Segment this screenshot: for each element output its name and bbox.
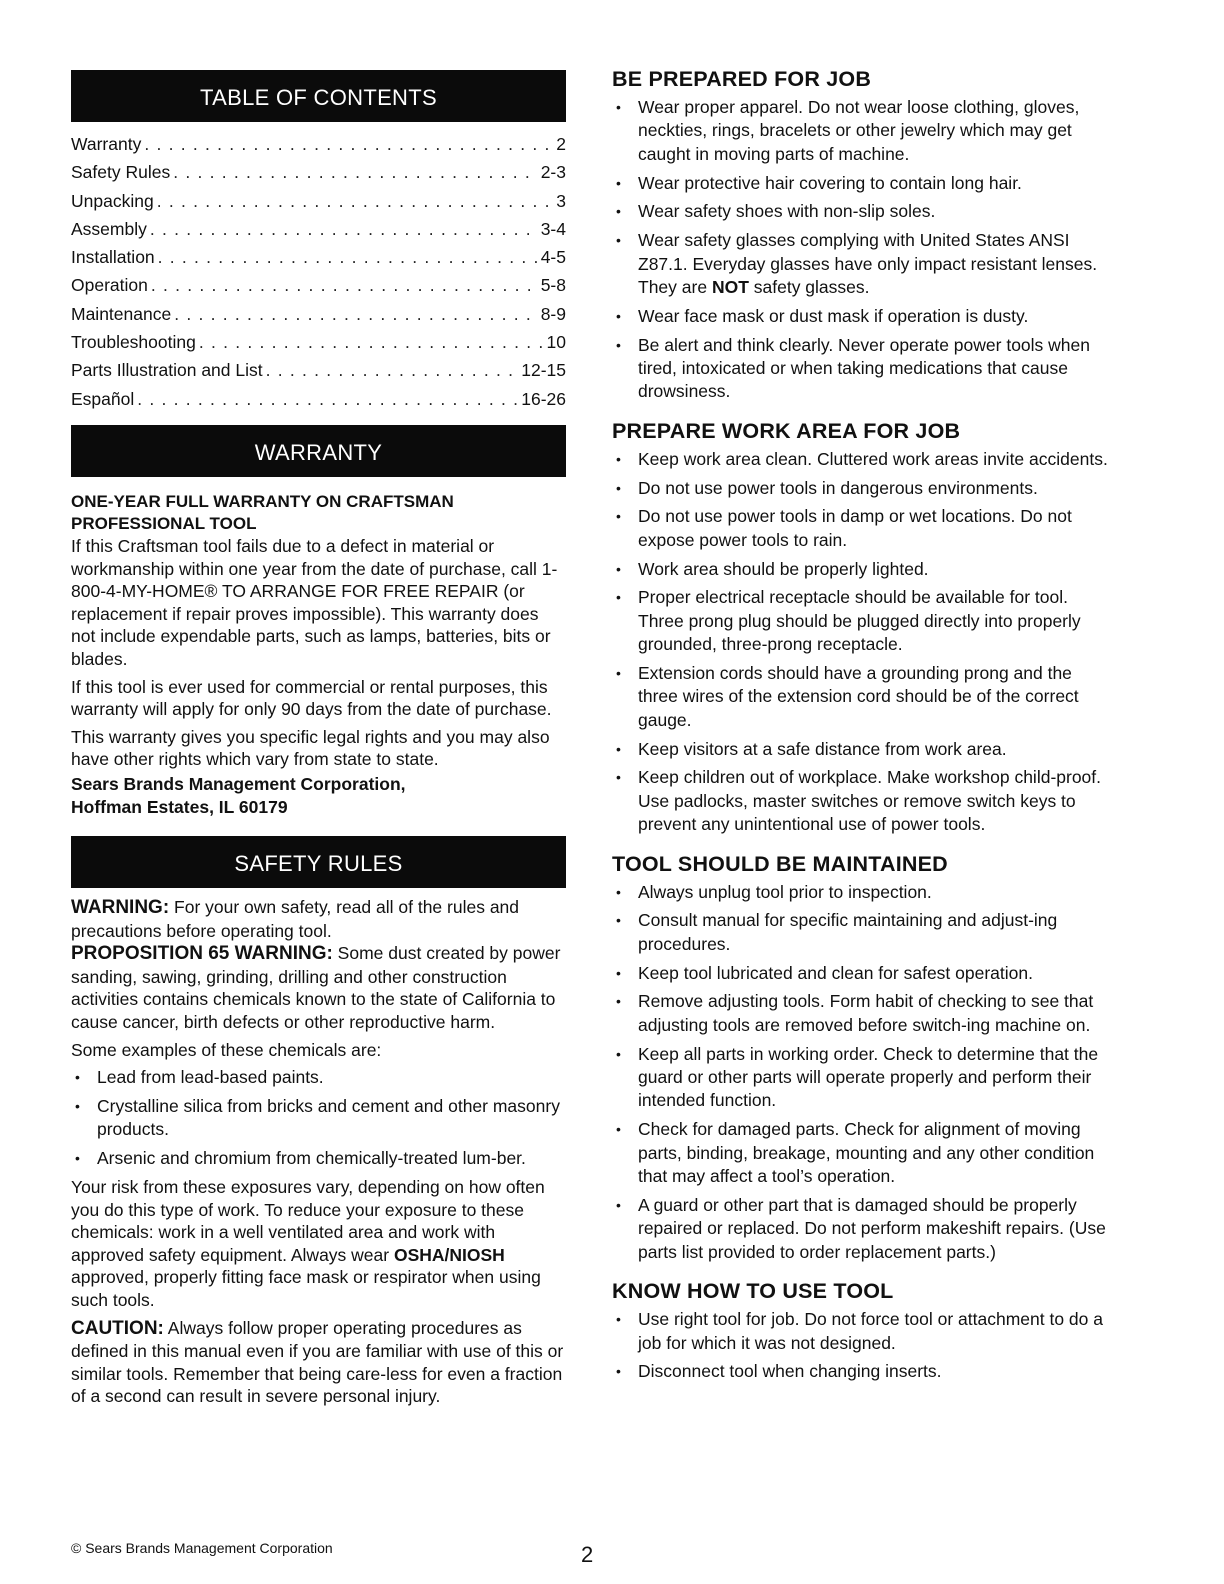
- toc-item[interactable]: [71, 215, 566, 243]
- toc-item-page: 3: [556, 190, 566, 211]
- caution-paragraph: [71, 1317, 566, 1408]
- work-area-list: [612, 448, 1112, 837]
- warranty-paragraph: If this Craftsman tool fails due to a defect in material or workmanship within one year from the date of purchase, call 1-800-4-MY-HOME® TO ARRANGE FOR FREE REPAIR (or replacement if repair proves impossible). This warranty does not include expendable parts, such as lamps, batteries, bits or blades.: [71, 535, 558, 669]
- toc-leader: [173, 158, 537, 186]
- toc-item-label: Maintenance: [71, 303, 172, 324]
- toc-item[interactable]: [71, 385, 566, 413]
- toc-item-label: Operation: [71, 275, 148, 296]
- left-column: [71, 70, 566, 1413]
- toc-leader: [174, 300, 537, 328]
- list-item: • Keep children out of workplace. Make workshop child-proof. Use padlocks, master switches or remove switch keys to prevent any unintentional use of power tools.: [612, 766, 1112, 836]
- glasses-not: NOT: [711, 277, 749, 298]
- warranty-paragraph: This warranty gives you specific legal rights and you may also have other rights which vary from state to state.: [71, 726, 550, 770]
- warranty-paragraph: If this tool is ever used for commercial or rental purposes, this warranty will apply for only 90 days from the date of purchase.: [71, 676, 552, 720]
- list-item: • Be alert and think clearly. Never operate power tools when tired, intoxicated or when taking medications that cause drowsiness.: [612, 334, 1112, 404]
- be-prepared-list: [612, 96, 1112, 404]
- list-item: • A guard or other part that is damaged should be properly repaired or replaced. Do not perform makeshift repairs. (Use parts list provided to order replacement parts.): [612, 1194, 1112, 1264]
- toc-item-label: Troubleshooting: [71, 332, 196, 353]
- toc-item-page: 2-3: [540, 162, 566, 183]
- examples-intro: Some examples of these chemicals are:: [71, 1039, 382, 1060]
- list-item: • Do not use power tools in dangerous environments.: [612, 477, 1112, 500]
- toc-item[interactable]: [71, 328, 566, 356]
- warning-label: WARNING:: [71, 897, 170, 919]
- copyright-footer: © Sears Brands Management Corporation: [71, 1540, 333, 1556]
- toc-item-page: 5-8: [540, 275, 566, 296]
- toc-item-page: 16-26: [521, 388, 566, 409]
- page-number: 2: [581, 1542, 594, 1567]
- risk-text-end: approved, properly fitting face mask or respirator when using such tools.: [71, 1267, 541, 1311]
- risk-paragraph: [71, 1176, 566, 1312]
- toc-leader: [144, 130, 553, 158]
- toc-leader: [151, 271, 538, 299]
- prop65-label: PROPOSITION 65 WARNING:: [71, 943, 333, 965]
- toc-item-page: 3-4: [540, 218, 566, 239]
- list-item: • Keep visitors at a safe distance from work area.: [612, 738, 1112, 761]
- list-item: • Lead from lead-based paints.: [71, 1066, 566, 1089]
- toc-leader: [266, 356, 519, 384]
- toc-item[interactable]: [71, 187, 566, 215]
- section-heading-work-area: PREPARE WORK AREA FOR JOB: [612, 418, 961, 443]
- toc-item[interactable]: [71, 158, 566, 186]
- list-item: • Consult manual for specific maintaining and adjust-ing procedures.: [612, 909, 1112, 956]
- toc-item[interactable]: [71, 130, 566, 158]
- toc-leader: [150, 215, 538, 243]
- warranty-subheading: ONE-YEAR FULL WARRANTY ON CRAFTSMAN PROFESSIONAL TOOL: [71, 491, 454, 533]
- list-item: • Wear safety shoes with non-slip soles.: [612, 200, 1112, 223]
- toc-item-page: 12-15: [521, 360, 566, 381]
- know-how-list: [612, 1308, 1112, 1384]
- list-item: • Arsenic and chromium from chemically-treated lum-ber.: [71, 1147, 566, 1170]
- toc-item-label: Safety Rules: [71, 162, 171, 183]
- toc-leader: [157, 187, 554, 215]
- list-item: • Crystalline silica from bricks and cement and other masonry products.: [71, 1095, 566, 1142]
- caution-text: Always follow proper operating procedures as defined in this manual even if you are familiar with use of this or similar tools. Remember that being care-less for even a fraction of a second can result in severe personal injury.: [71, 1317, 564, 1407]
- glasses-text: Wear safety glasses complying with United States ANSI Z87.1. Everyday glasses have only impact resistant lenses. They are: [638, 230, 1098, 298]
- section-heading-know-how: KNOW HOW TO USE TOOL: [612, 1279, 894, 1304]
- caution-label: CAUTION:: [71, 1317, 164, 1339]
- list-item: • Proper electrical receptacle should be available for tool. Three prong plug should be plugged directly into properly grounded, three-prong receptacle.: [612, 586, 1112, 656]
- toc-item[interactable]: [71, 300, 566, 328]
- list-item: • Keep work area clean. Cluttered work areas invite accidents.: [612, 448, 1112, 471]
- toc-item[interactable]: [71, 356, 566, 384]
- list-item: • Wear proper apparel. Do not wear loose clothing, gloves, neckties, rings, bracelets or other jewelry which may get caught in moving parts of machine.: [612, 96, 1112, 166]
- list-item: • Wear protective hair covering to contain long hair.: [612, 172, 1112, 195]
- toc-item-page: 4-5: [540, 247, 566, 268]
- right-column: [612, 66, 1112, 1389]
- list-item: • Work area should be properly lighted.: [612, 558, 1112, 581]
- toc-item-label: Español: [71, 388, 135, 409]
- list-item: • Check for damaged parts. Check for alignment of moving parts, binding, breakage, mounting and any other condition that may affect a tool’s operation.: [612, 1118, 1112, 1188]
- section-heading-be-prepared: BE PREPARED FOR JOB: [612, 67, 872, 91]
- safety-banner: SAFETY RULES: [71, 836, 566, 888]
- prop65-paragraph: [71, 942, 566, 1033]
- list-item: • Keep all parts in working order. Check to determine that the guard or other parts will operate properly and perform their intended function.: [612, 1043, 1112, 1113]
- list-item: • Use right tool for job. Do not force tool or attachment to do a job for which it was not designed.: [612, 1308, 1112, 1355]
- osha-niosh: OSHA/NIOSH: [393, 1244, 505, 1265]
- risk-text: Your risk from these exposures vary, depending on how often you do this type of work. To reduce your exposure to these chemicals: work in a well ventilated area and work with approved safety equipment. Always wear: [71, 1177, 545, 1265]
- warranty-banner: WARRANTY: [71, 425, 566, 477]
- toc-item-page: 2: [556, 134, 566, 154]
- toc-item-label: Installation: [71, 247, 155, 268]
- toc-leader: [137, 385, 518, 413]
- toc-item-label: Parts Illustration and List: [71, 360, 263, 381]
- company-name: Sears Brands Management Corporation,: [71, 773, 406, 794]
- list-item: • Remove adjusting tools. Form habit of checking to see that adjusting tools are removed before switch-ing machine on.: [612, 990, 1112, 1037]
- toc-item-page: 10: [546, 332, 566, 353]
- toc-item-label: Assembly: [71, 218, 147, 239]
- glasses-text-end: safety glasses.: [748, 277, 870, 298]
- list-item: • Do not use power tools in damp or wet locations. Do not expose power tools to rain.: [612, 505, 1112, 552]
- list-item: • Wear face mask or dust mask if operation is dusty.: [612, 305, 1112, 328]
- company-address: Hoffman Estates, IL 60179: [71, 796, 288, 817]
- warning-text: For your own safety, read all of the rules and precautions before operating tool.: [71, 897, 520, 941]
- list-item: • Disconnect tool when changing inserts.: [612, 1360, 1112, 1383]
- toc-item-label: Warranty: [71, 134, 142, 154]
- list-item: • Extension cords should have a grounding prong and the three wires of the extension cord should be of the correct gauge.: [612, 662, 1112, 732]
- toc-item[interactable]: [71, 271, 566, 299]
- prop65-text: Some dust created by power sanding, sawing, grinding, drilling and other construction activities contains chemicals known to the state of California to cause cancer, birth defects or other reproductive harm.: [71, 943, 561, 1033]
- toc-item-label: Unpacking: [71, 190, 154, 211]
- examples-list: [71, 1066, 566, 1170]
- list-item: • Keep tool lubricated and clean for safest operation.: [612, 962, 1112, 985]
- toc-item[interactable]: [71, 243, 566, 271]
- maintained-list: [612, 881, 1112, 1264]
- toc-leader: [199, 328, 544, 356]
- list-item: • Always unplug tool prior to inspection.: [612, 881, 1112, 904]
- section-heading-maintained: TOOL SHOULD BE MAINTAINED: [612, 851, 948, 876]
- toc-leader: [158, 243, 538, 271]
- list-item: [612, 229, 1112, 299]
- warning-paragraph: [71, 896, 566, 942]
- toc-item-page: 8-9: [540, 303, 566, 324]
- toc-list: [71, 130, 566, 413]
- toc-banner: TABLE OF CONTENTS: [71, 70, 566, 122]
